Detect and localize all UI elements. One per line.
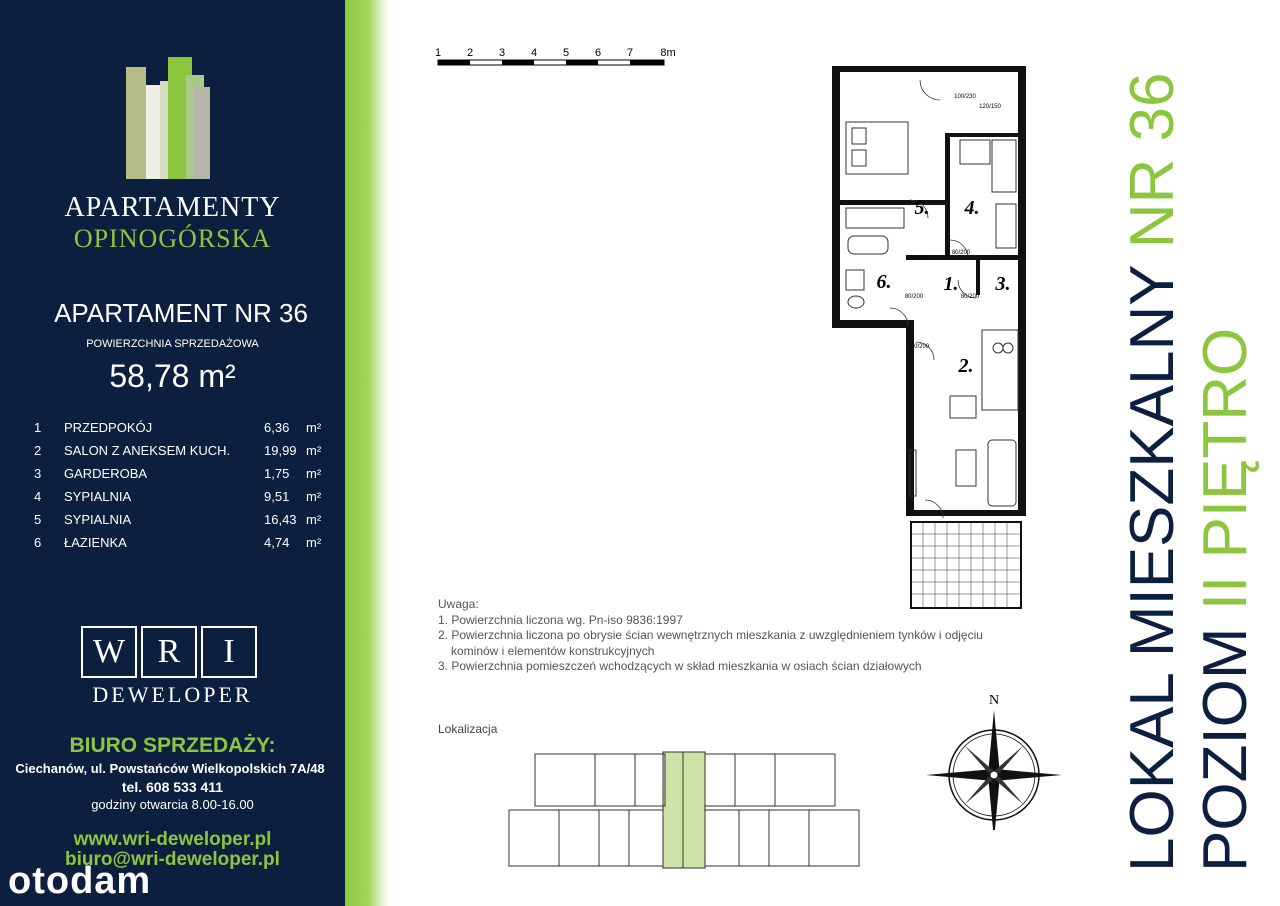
- compass-north: N: [988, 693, 1000, 708]
- room-label-3: 3.: [995, 273, 1011, 295]
- room-label-2: 2.: [958, 355, 974, 377]
- furniture: [846, 122, 1018, 506]
- room-number: 6: [34, 535, 42, 550]
- compass-icon: [924, 690, 1064, 830]
- vertical-level-title: [1191, 327, 1260, 872]
- room-number: 2: [34, 443, 42, 458]
- developer-name: DEWELOPER: [92, 682, 253, 707]
- level-label: POZIOM: [1191, 610, 1260, 872]
- room-unit: m²: [306, 535, 322, 550]
- brand-subname: OPINOGÓRSKA: [73, 224, 272, 253]
- scale-tick: 8m: [660, 47, 676, 59]
- door-size-label: 80/200: [951, 250, 971, 256]
- office-phone[interactable]: tel. 608 533 411: [121, 779, 224, 795]
- note-item: 1. Powierzchnia liczona wg. Pn-iso 9836:1997: [438, 612, 683, 627]
- list-item: [34, 489, 334, 512]
- room-area: 6,36: [264, 420, 290, 435]
- level-value: II PIĘTRO: [1191, 327, 1260, 611]
- room-list: [34, 420, 334, 558]
- brand-name: APARTAMENTY: [64, 192, 281, 223]
- room-name: ŁAZIENKA: [64, 535, 127, 550]
- scale-tick: 2: [466, 47, 474, 59]
- info-panel: [0, 0, 345, 906]
- room-name: GARDEROBA: [64, 466, 148, 481]
- site-plan: [505, 748, 885, 873]
- unit-label: LOKAL MIESZKALNY: [1118, 248, 1187, 872]
- room-area: 4,74: [264, 535, 290, 550]
- watermark: otodam: [8, 860, 152, 902]
- room-name: SYPIALNIA: [64, 512, 132, 527]
- scale-tick: 4: [530, 47, 538, 59]
- room-name: SYPIALNIA: [64, 489, 132, 504]
- door-size-label: 120/150: [979, 104, 1001, 110]
- room-unit: m²: [306, 512, 322, 527]
- room-name: PRZEDPOKÓJ: [64, 420, 153, 435]
- balcony: [911, 522, 1021, 608]
- note-item: 2. Powierzchnia liczona po obrysie ścian wewnętrznych mieszkania z uwzględnieniem tynków i odjęciu: [438, 628, 983, 642]
- room-label-5: 5.: [914, 197, 930, 219]
- apartamenty-logo-icon: [120, 55, 220, 185]
- room-area: 19,99: [264, 443, 297, 458]
- location-label: Lokalizacja: [438, 722, 498, 736]
- room-label-4: 4.: [964, 197, 980, 219]
- list-item: [34, 512, 334, 535]
- room-unit: m²: [306, 443, 322, 458]
- logo-letter-w: W: [81, 626, 137, 678]
- notes-title: Uwaga:: [438, 597, 479, 611]
- unit-number: NR 36: [1118, 72, 1187, 249]
- list-item: [34, 535, 334, 558]
- note-item: kominów i elementów konstrukcyjnych: [451, 643, 655, 658]
- green-accent-bar: [345, 0, 389, 906]
- website-link[interactable]: www.wri-deweloper.pl: [73, 829, 272, 850]
- vertical-unit-title: [1118, 72, 1187, 872]
- office-address: Ciechanów, ul. Powstańców Wielkopolskich 7A/48: [15, 761, 325, 776]
- room-name: SALON Z ANEKSEM KUCH.: [64, 443, 231, 458]
- door-size-label: 90/200: [910, 344, 930, 350]
- door-size-label: 80/200: [904, 294, 924, 300]
- email-link[interactable]: biuro@wri-deweloper.pl: [65, 849, 280, 870]
- scale-bar: [435, 47, 676, 65]
- door-size-label: 100/230: [954, 94, 976, 100]
- logo-letter-i: I: [201, 626, 257, 678]
- apartment-title: APARTAMENT NR 36: [54, 298, 308, 328]
- area-value: 58,78 m²: [109, 358, 236, 394]
- door-size-label: 80/200: [960, 294, 980, 300]
- office-hours: godziny otwarcia 8.00-16.00: [91, 797, 254, 812]
- room-number: 3: [34, 466, 42, 481]
- door-size-label: 80/200: [910, 256, 930, 262]
- scale-tick: 3: [498, 47, 506, 59]
- scale-tick: 1: [434, 47, 442, 59]
- room-area: 1,75: [264, 466, 290, 481]
- list-item: [34, 420, 334, 443]
- logo-letter-r: R: [141, 626, 197, 678]
- room-label-1: 1.: [943, 273, 959, 295]
- notes: [438, 597, 1038, 675]
- room-number: 4: [34, 489, 42, 504]
- room-unit: m²: [306, 489, 322, 504]
- room-unit: m²: [306, 420, 322, 435]
- room-number: 1: [34, 420, 42, 435]
- scale-tick: 7: [626, 47, 634, 59]
- floor-plan: [420, 40, 1060, 620]
- room-label-6: 6.: [876, 271, 892, 293]
- scale-tick: 6: [594, 47, 602, 59]
- list-item: [34, 443, 334, 466]
- room-number: 5: [34, 512, 42, 527]
- room-area: 16,43: [264, 512, 297, 527]
- list-item: [34, 466, 334, 489]
- sales-office-title: BIURO SPRZEDAŻY:: [69, 734, 276, 757]
- room-unit: m²: [306, 466, 322, 481]
- scale-tick: 5: [562, 47, 570, 59]
- room-area: 9,51: [264, 489, 290, 504]
- area-label: POWIERZCHNIA SPRZEDAŻOWA: [86, 338, 259, 350]
- note-item: 3. Powierzchnia pomieszczeń wchodzących w skład mieszkania w osiach ścian działowych: [438, 659, 922, 673]
